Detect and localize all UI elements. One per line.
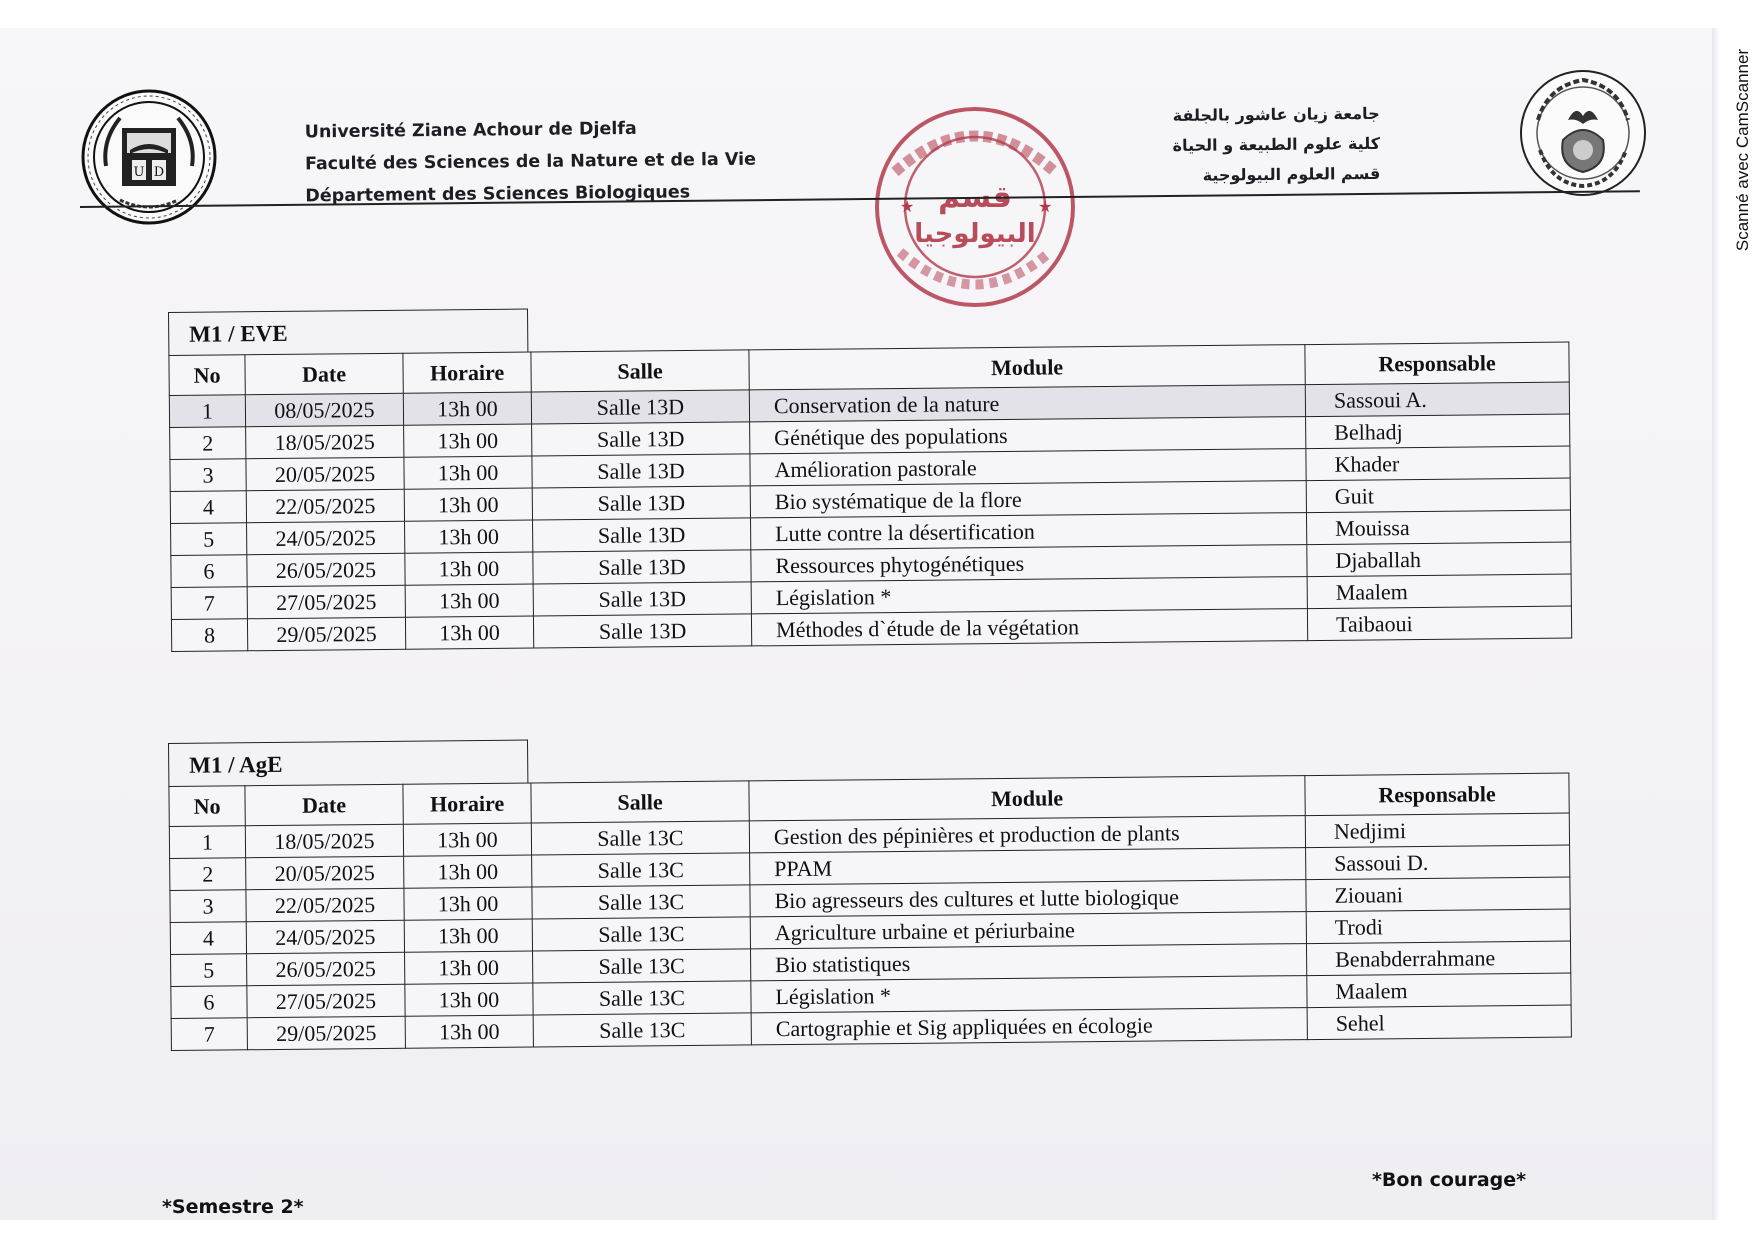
- cell-responsable: Mouissa: [1306, 510, 1570, 545]
- cell-horaire: 13h 00: [404, 855, 532, 888]
- cell-salle: Salle 13D: [533, 582, 751, 616]
- cell-salle: Salle 13D: [532, 422, 750, 456]
- header-french: [305, 112, 757, 213]
- cell-horaire: 13h 00: [405, 584, 533, 617]
- cell-horaire: 13h 00: [404, 456, 532, 489]
- cell-horaire: 13h 00: [403, 823, 531, 856]
- cell-salle: Salle 13C: [532, 917, 750, 951]
- cell-module: Gestion des pépinières et production de plants: [749, 816, 1305, 853]
- cell-responsable: Belhadj: [1306, 414, 1570, 449]
- schedule-table-eve: [168, 299, 1572, 652]
- cell-no: 2: [170, 858, 246, 891]
- cell-no: 3: [170, 459, 246, 492]
- column-header-salle: Salle: [531, 781, 749, 823]
- table-body: [169, 382, 1571, 651]
- cell-date: 18/05/2025: [245, 824, 403, 858]
- watermark-text: Scanné avec CamScanner: [1732, 48, 1752, 252]
- cell-responsable: Khader: [1306, 446, 1570, 481]
- cell-date: 26/05/2025: [247, 952, 405, 986]
- faculty-logo-icon: [1518, 68, 1648, 198]
- stamp-star-left: ★: [900, 197, 915, 216]
- cell-no: 6: [171, 555, 247, 588]
- cell-date: 08/05/2025: [245, 393, 403, 427]
- cell-responsable: Maalem: [1307, 574, 1571, 609]
- cell-salle: Salle 13C: [533, 981, 751, 1015]
- column-header-module: Module: [749, 776, 1305, 821]
- cell-salle: Salle 13C: [531, 821, 749, 855]
- cell-responsable: Djaballah: [1307, 542, 1571, 577]
- cell-salle: Salle 13C: [532, 853, 750, 887]
- cell-no: 1: [169, 395, 245, 428]
- cell-date: 24/05/2025: [247, 521, 405, 555]
- cell-date: 29/05/2025: [247, 1016, 405, 1050]
- cell-date: 20/05/2025: [246, 856, 404, 890]
- column-header-module: Module: [749, 345, 1305, 390]
- schedule-table: [168, 773, 1571, 1051]
- department-name-fr: Département des Sciences Biologiques: [305, 182, 691, 207]
- cell-horaire: 13h 00: [405, 616, 533, 649]
- column-header-responsable: Responsable: [1305, 342, 1569, 385]
- table-body: [169, 813, 1571, 1050]
- cell-horaire: 13h 00: [404, 488, 532, 521]
- cell-horaire: 13h 00: [405, 1015, 533, 1048]
- cell-no: 5: [171, 523, 247, 556]
- cell-responsable: Benabderrahmane: [1306, 941, 1570, 976]
- cell-no: 2: [170, 427, 246, 460]
- cell-date: 22/05/2025: [246, 489, 404, 523]
- cell-no: 1: [169, 826, 245, 859]
- cell-no: 7: [171, 1018, 247, 1051]
- table-caption: M1 / EVE: [168, 309, 528, 355]
- schedule-table: [168, 342, 1572, 652]
- cell-responsable: Taibaoui: [1307, 606, 1571, 641]
- cell-horaire: 13h 00: [405, 552, 533, 585]
- cell-no: 5: [171, 954, 247, 987]
- cell-module: Cartographie et Sig appliquées en écologie: [751, 1008, 1307, 1045]
- department-stamp: [860, 102, 1090, 312]
- header-arabic: [1160, 99, 1381, 191]
- column-header-no: No: [169, 355, 245, 396]
- cell-module: Conservation de la nature: [749, 385, 1305, 422]
- column-header-date: Date: [245, 353, 403, 395]
- cell-responsable: Nedjimi: [1305, 813, 1569, 848]
- column-header-salle: Salle: [531, 350, 749, 392]
- cell-salle: Salle 13D: [533, 518, 751, 552]
- cell-salle: Salle 13C: [532, 885, 750, 919]
- cell-no: 4: [170, 922, 246, 955]
- column-header-date: Date: [245, 784, 403, 826]
- cell-horaire: 13h 00: [404, 919, 532, 952]
- cell-module: Agriculture urbaine et périurbaine: [750, 912, 1306, 949]
- cell-horaire: 13h 00: [405, 983, 533, 1016]
- cell-horaire: 13h 00: [404, 887, 532, 920]
- cell-no: 3: [170, 890, 246, 923]
- seal-letter-u: U: [133, 165, 145, 180]
- cell-horaire: 13h 00: [403, 392, 531, 425]
- cell-date: 22/05/2025: [246, 888, 404, 922]
- cell-salle: Salle 13D: [533, 614, 751, 648]
- cell-module: Bio statistiques: [751, 944, 1307, 981]
- cell-module: Législation *: [751, 976, 1307, 1013]
- cell-salle: Salle 13C: [533, 949, 751, 983]
- cell-module: Méthodes d`étude de la végétation: [751, 609, 1307, 646]
- cell-horaire: 13h 00: [405, 951, 533, 984]
- cell-no: 4: [170, 491, 246, 524]
- cell-responsable: Sassoui D.: [1306, 845, 1570, 880]
- faculty-name-fr: Faculté des Sciences de la Nature et de la Vie: [304, 149, 757, 175]
- cell-module: Amélioration pastorale: [750, 449, 1306, 486]
- cell-date: 20/05/2025: [246, 457, 404, 491]
- cell-module: Bio agresseurs des cultures et lutte biologique: [750, 880, 1306, 917]
- cell-module: Génétique des populations: [750, 417, 1306, 454]
- column-header-horaire: Horaire: [403, 783, 531, 824]
- semester-note: *Semestre 2*: [162, 1196, 304, 1218]
- column-header-horaire: Horaire: [403, 352, 531, 393]
- seal-letter-d: D: [153, 165, 165, 180]
- cell-salle: Salle 13C: [533, 1013, 751, 1047]
- cell-module: PPAM: [750, 848, 1306, 885]
- cell-date: 29/05/2025: [247, 617, 405, 651]
- cell-responsable: Sassoui A.: [1305, 382, 1569, 417]
- cell-horaire: 13h 00: [405, 520, 533, 553]
- faculty-name-ar: كلية علوم الطبيعة و الحياة: [1172, 133, 1381, 156]
- cell-horaire: 13h 00: [404, 424, 532, 457]
- camscanner-watermark: [1730, 0, 1755, 300]
- cell-date: 27/05/2025: [247, 984, 405, 1018]
- cell-module: Bio systématique de la flore: [750, 481, 1306, 518]
- cell-salle: Salle 13D: [531, 390, 749, 424]
- cell-module: Lutte contre la désertification: [751, 513, 1307, 550]
- cell-date: 26/05/2025: [247, 553, 405, 587]
- cell-no: 6: [171, 986, 247, 1019]
- cell-responsable: Sehel: [1307, 1005, 1571, 1040]
- cell-no: 8: [171, 619, 247, 652]
- column-header-responsable: Responsable: [1305, 773, 1569, 816]
- cell-module: Ressources phytogénétiques: [751, 545, 1307, 582]
- cell-date: 18/05/2025: [246, 425, 404, 459]
- schedule-table-age: [168, 730, 1572, 1051]
- cell-salle: Salle 13D: [532, 454, 750, 488]
- good-luck-note: *Bon courage*: [1372, 1169, 1527, 1191]
- cell-responsable: Maalem: [1307, 973, 1571, 1008]
- scan-edge: [1712, 28, 1720, 1220]
- cell-responsable: Ziouani: [1306, 877, 1570, 912]
- department-name-ar: قسم العلوم البيولوجية: [1202, 163, 1381, 185]
- stamp-star-right: ★: [1038, 197, 1053, 216]
- column-header-no: No: [169, 786, 245, 827]
- cell-responsable: Trodi: [1306, 909, 1570, 944]
- cell-date: 27/05/2025: [247, 585, 405, 619]
- cell-responsable: Guit: [1306, 478, 1570, 513]
- university-name-ar: جامعة زيان عاشور بالجلفة: [1172, 103, 1380, 126]
- university-name-fr: Université Ziane Achour de Djelfa: [304, 118, 637, 143]
- cell-module: Législation *: [751, 577, 1307, 614]
- stamp-center-line2: البيولوجيا: [914, 219, 1036, 249]
- table-caption: M1 / AgE: [168, 740, 528, 786]
- cell-no: 7: [171, 587, 247, 620]
- cell-salle: Salle 13D: [532, 486, 750, 520]
- cell-date: 24/05/2025: [246, 920, 404, 954]
- cell-salle: Salle 13D: [533, 550, 751, 584]
